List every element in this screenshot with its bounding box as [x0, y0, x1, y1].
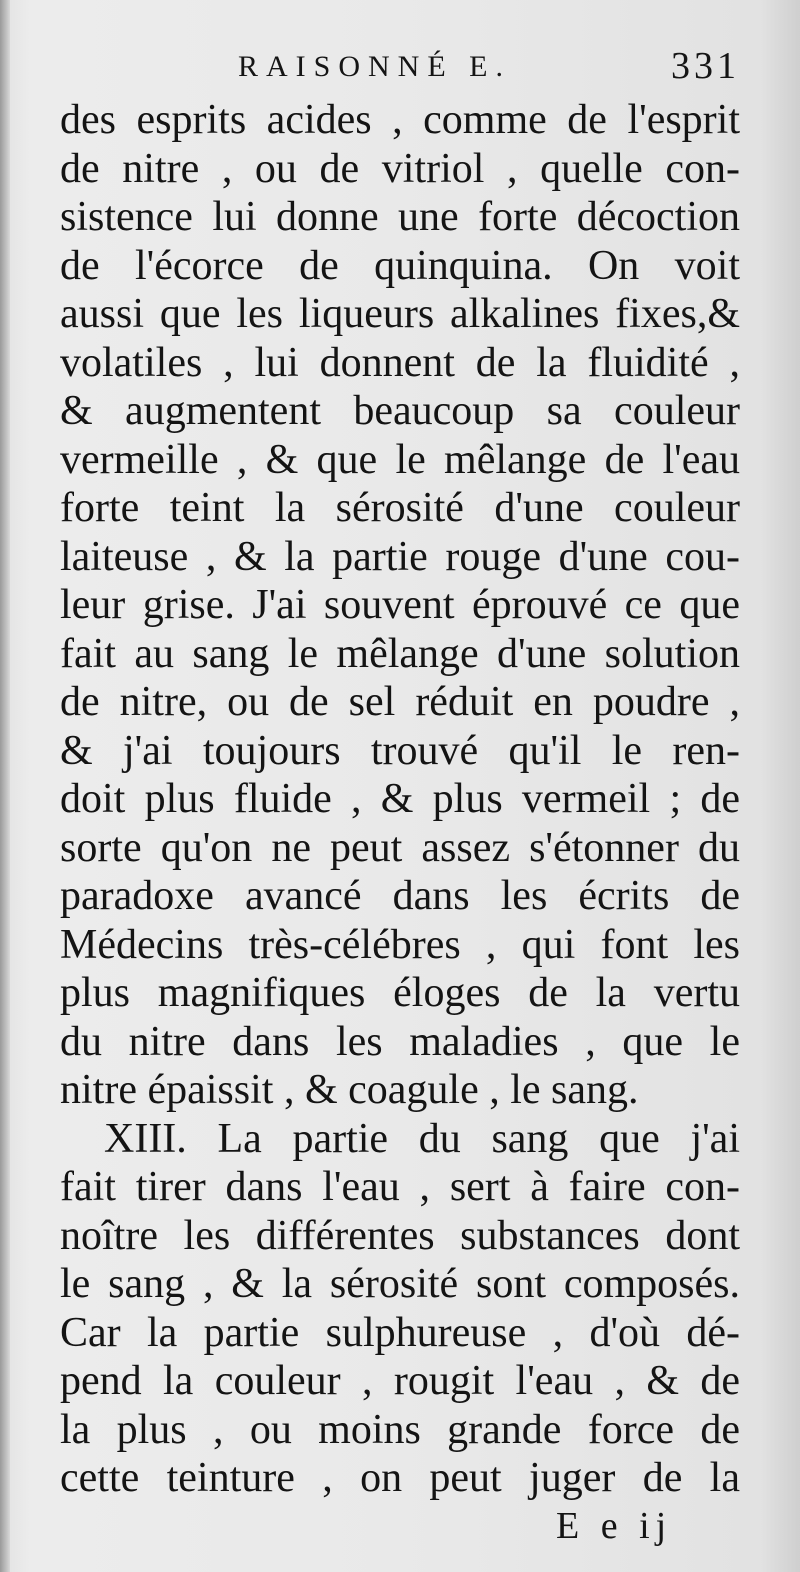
text-line: de nitre , ou de vitriol , quelle con-	[60, 145, 740, 192]
text-line: fait tirer dans l'eau , sert à faire con-	[60, 1164, 740, 1210]
text-line: plus magnifiques éloges de la vertu	[60, 970, 740, 1016]
text-line: paradoxe avancé dans les écrits de	[60, 873, 740, 919]
page-number: 331	[671, 45, 740, 87]
body-text	[60, 96, 740, 1503]
text-line: & j'ai toujours trouvé qu'il le ren-	[60, 727, 740, 774]
text-line: noître les différentes substances dont	[60, 1212, 740, 1259]
signature-mark: E e ij	[556, 1505, 673, 1547]
text-line: vermeille , & que le mêlange de l'eau	[60, 436, 740, 483]
text-line: Médecins très-célébres , qui font les	[60, 921, 740, 968]
text-line: de nitre, ou de sel réduit en poudre ,	[60, 679, 740, 725]
text-line: sorte qu'on ne peut assez s'étonner du	[60, 824, 740, 871]
text-line: le sang , & la sérosité sont composés.	[60, 1261, 740, 1307]
text-line: fait au sang le mêlange d'une solution	[60, 630, 740, 677]
text-line: leur grise. J'ai souvent éprouvé ce que	[60, 582, 740, 628]
text-line-paragraph-start: XIII. La partie du sang que j'ai	[104, 1115, 740, 1162]
text-line: forte teint la sérosité d'une couleur	[60, 485, 740, 531]
text-line: nitre épaissit , & coagule , le sang.	[60, 1067, 639, 1113]
text-line: Car la partie sulphureuse , d'où dé-	[60, 1309, 740, 1356]
text-line: cette teinture , on peut juger de la	[60, 1455, 740, 1501]
text-line: doit plus fluide , & plus vermeil ; de	[60, 776, 740, 822]
running-title: RAISONNÉ E.	[238, 50, 511, 83]
text-line: & augmentent beaucoup sa couleur	[60, 388, 740, 434]
text-line: la plus , ou moins grande force de	[60, 1406, 740, 1453]
text-line: des esprits acides , comme de l'esprit	[60, 97, 740, 143]
page-header	[60, 44, 740, 104]
text-line: aussi que les liqueurs alkalines fixes,&	[60, 291, 740, 337]
text-line: volatiles , lui donnent de la fluidité ,	[60, 339, 740, 386]
text-line: du nitre dans les maladies , que le	[60, 1018, 740, 1065]
text-line: sistence lui donne une forte décoction	[60, 194, 740, 240]
text-line: de l'écorce de quinquina. On voit	[60, 242, 740, 289]
text-line: pend la couleur , rougit l'eau , & de	[60, 1358, 740, 1404]
text-line: laiteuse , & la partie rouge d'une cou-	[60, 533, 740, 580]
